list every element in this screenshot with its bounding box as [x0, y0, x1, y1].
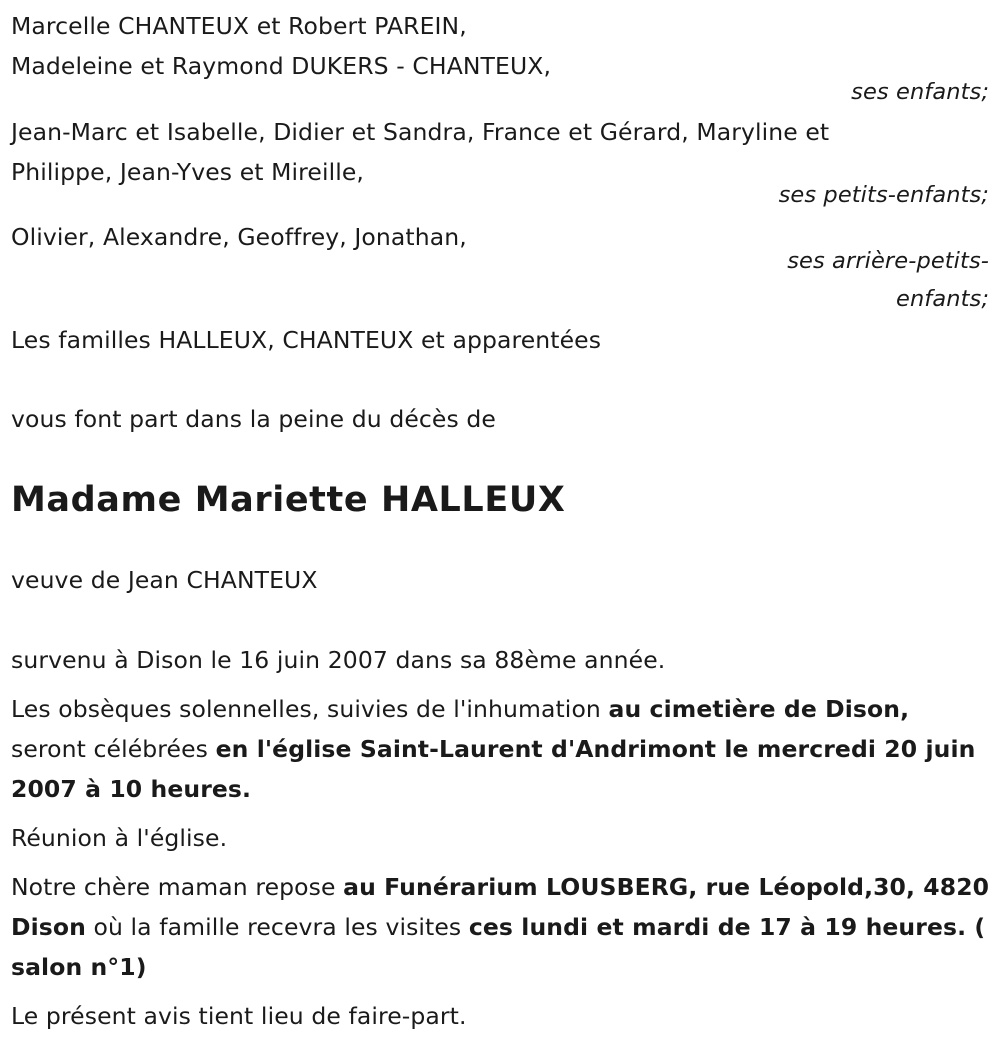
grandchildren-role: ses petits-enfants; — [778, 182, 989, 208]
closing-line: Le présent avis tient lieu de faire-part. — [11, 1002, 467, 1030]
great-grandchildren-line: Olivier, Alexandre, Geoffrey, Jonathan, — [11, 223, 467, 251]
great-grandchildren-role-line-1: ses arrière-petits- — [787, 248, 989, 274]
children-role: ses enfants; — [851, 79, 989, 105]
funeral-text-2: seront célébrées — [11, 735, 216, 763]
grandchildren-line-2: Philippe, Jean-Yves et Mireille, — [11, 158, 364, 186]
repose-paragraph — [11, 867, 991, 987]
grandchildren-line-1: Jean-Marc et Isabelle, Didier et Sandra, France et Gérard, Maryline et — [11, 118, 830, 146]
funeral-text-1: Les obsèques solennelles, suivies de l'inhumation — [11, 695, 609, 723]
meeting-line: Réunion à l'église. — [11, 824, 228, 852]
repose-visiting-hours: ces lundi et mardi de 17 à 19 heures. ( salon n°1) — [11, 913, 986, 981]
death-info-line: survenu à Dison le 16 juin 2007 dans sa 88ème année. — [11, 646, 666, 674]
great-grandchildren-role-line-2: enfants; — [896, 286, 989, 312]
repose-funeral-home: au Funérarium LOUSBERG, rue Léopold,30, 4820 Dison — [11, 873, 990, 941]
repose-text-1: Notre chère maman repose — [11, 873, 344, 901]
funeral-church-date: en l'église Saint-Laurent d'Andrimont le mercredi 20 juin 2007 à 10 heures. — [11, 735, 976, 803]
deceased-name: Madame Mariette HALLEUX — [11, 480, 566, 520]
children-line-2: Madeleine et Raymond DUKERS - CHANTEUX, — [11, 52, 552, 80]
funeral-paragraph — [11, 689, 991, 809]
widow-of-line: veuve de Jean CHANTEUX — [11, 566, 318, 594]
families-line: Les familles HALLEUX, CHANTEUX et apparentées — [11, 326, 602, 354]
children-line-1: Marcelle CHANTEUX et Robert PAREIN, — [11, 12, 467, 40]
repose-text-2: où la famille recevra les visites — [85, 913, 469, 941]
announcement-line: vous font part dans la peine du décès de — [11, 405, 496, 433]
funeral-cemetery: au cimetière de Dison, — [608, 695, 910, 723]
obituary-notice — [11, 6, 991, 1036]
